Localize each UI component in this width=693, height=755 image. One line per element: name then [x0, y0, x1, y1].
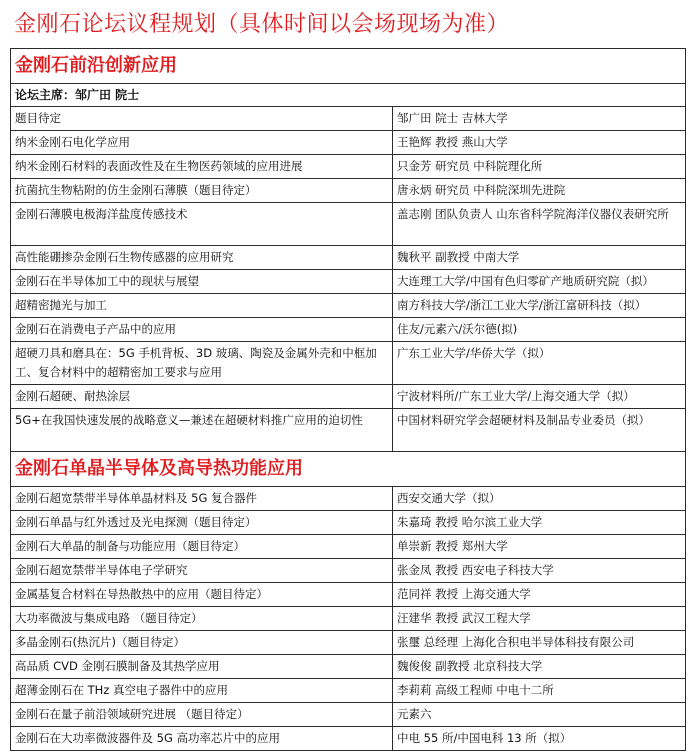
- table-row: [11, 727, 686, 751]
- speaker-cell: 朱嘉琦 教授 哈尔滨工业大学: [393, 511, 686, 535]
- table-row: [11, 107, 686, 131]
- topic-cell: 金属基复合材料在导热散热中的应用（题目待定）: [11, 583, 393, 607]
- topic-cell: 金刚石在大功率微波器件及 5G 高功率芯片中的应用: [11, 727, 393, 751]
- speaker-cell: 邹广田 院士 吉林大学: [393, 107, 686, 131]
- section-title: 金刚石前沿创新应用: [11, 49, 686, 84]
- speaker-cell: 宁波材料所/广东工业大学/上海交通大学（拟）: [393, 385, 686, 409]
- section-header: [11, 49, 686, 84]
- speaker-cell: 中国材料研究学会超硬材料及制品专业委员（拟）: [393, 409, 686, 452]
- topic-cell: 金刚石薄膜电极海洋盐度传感技术: [11, 203, 393, 246]
- forum-chair: 论坛主席：邹广田 院士: [11, 84, 686, 107]
- speaker-cell: 魏俊俊 副教授 北京科技大学: [393, 655, 686, 679]
- speaker-cell: 元素六: [393, 703, 686, 727]
- section-title: 金刚石单晶半导体及高导热功能应用: [11, 452, 686, 487]
- topic-cell: 纳米金刚石材料的表面改性及在生物医药领域的应用进展: [11, 155, 393, 179]
- topic-cell: 金刚石单晶与红外透过及光电探测（题目待定）: [11, 511, 393, 535]
- table-row: [11, 131, 686, 155]
- speaker-cell: 张金凤 教授 西安电子科技大学: [393, 559, 686, 583]
- agenda-table: [10, 48, 686, 751]
- table-row: [11, 511, 686, 535]
- table-row: [11, 679, 686, 703]
- topic-cell: 金刚石超宽禁带半导体单晶材料及 5G 复合器件: [11, 487, 393, 511]
- table-row: [11, 535, 686, 559]
- speaker-cell: 西安交通大学（拟）: [393, 487, 686, 511]
- topic-cell: 金刚石在消费电子产品中的应用: [11, 318, 393, 342]
- table-row: [11, 607, 686, 631]
- speaker-cell: 单崇新 教授 郑州大学: [393, 535, 686, 559]
- table-row: [11, 318, 686, 342]
- speaker-cell: 王艳辉 教授 燕山大学: [393, 131, 686, 155]
- topic-cell: 高品质 CVD 金刚石膜制备及其热学应用: [11, 655, 393, 679]
- speaker-cell: 魏秋平 副教授 中南大学: [393, 246, 686, 270]
- speaker-cell: 广东工业大学/华侨大学（拟）: [393, 342, 686, 385]
- topic-cell: 金刚石在量子前沿领域研究进展 （题目待定）: [11, 703, 393, 727]
- forum-chair-row: [11, 84, 686, 107]
- topic-cell: 5G+在我国快速发展的战略意义—兼述在超硬材料推广应用的迫切性: [11, 409, 393, 452]
- table-row: [11, 703, 686, 727]
- table-row: [11, 409, 686, 452]
- table-row: [11, 631, 686, 655]
- speaker-cell: 住友/元素六/沃尔德(拟): [393, 318, 686, 342]
- speaker-cell: 唐永炳 研究员 中科院深圳先进院: [393, 179, 686, 203]
- speaker-cell: 只金芳 研究员 中科院理化所: [393, 155, 686, 179]
- topic-cell: 纳米金刚石电化学应用: [11, 131, 393, 155]
- table-row: [11, 294, 686, 318]
- speaker-cell: 大连理工大学/中国有色归零矿产地质研究院（拟）: [393, 270, 686, 294]
- topic-cell: 金刚石超宽禁带半导体电子学研究: [11, 559, 393, 583]
- table-row: [11, 655, 686, 679]
- table-row: [11, 342, 686, 385]
- table-row: [11, 385, 686, 409]
- topic-cell: 抗菌抗生物粘附的仿生金刚石薄膜（题目待定）: [11, 179, 393, 203]
- page-title: 金刚石论坛议程规划（具体时间以会场现场为准）: [14, 12, 510, 37]
- topic-cell: 超薄金刚石在 THz 真空电子器件中的应用: [11, 679, 393, 703]
- speaker-cell: 范同祥 教授 上海交通大学: [393, 583, 686, 607]
- speaker-cell: 中电 55 所/中国电科 13 所（拟）: [393, 727, 686, 751]
- speaker-cell: 南方科技大学/浙江工业大学/浙江富研科技（拟）: [393, 294, 686, 318]
- table-row: [11, 203, 686, 246]
- topic-cell: 金刚石大单晶的制备与功能应用（题目待定）: [11, 535, 393, 559]
- speaker-cell: 李莉莉 高级工程师 中电十二所: [393, 679, 686, 703]
- table-row: [11, 559, 686, 583]
- topic-cell: 金刚石超硬、耐热涂层: [11, 385, 393, 409]
- table-row: [11, 155, 686, 179]
- topic-cell: 题目待定: [11, 107, 393, 131]
- section-header: [11, 452, 686, 487]
- topic-cell: 高性能硼掺杂金刚石生物传感器的应用研究: [11, 246, 393, 270]
- table-row: [11, 487, 686, 511]
- table-row: [11, 246, 686, 270]
- topic-cell: 超硬刀具和磨具在：5G 手机背板、3D 玻璃、陶瓷及金属外壳和中框加工、复合材料中的超精密加工要求与应用: [11, 342, 393, 385]
- topic-cell: 多晶金刚石(热沉片)（题目待定）: [11, 631, 393, 655]
- topic-cell: 大功率微波与集成电路 （题目待定）: [11, 607, 393, 631]
- table-row: [11, 270, 686, 294]
- speaker-cell: 盖志刚 团队负责人 山东省科学院海洋仪器仪表研究所: [393, 203, 686, 246]
- topic-cell: 超精密抛光与加工: [11, 294, 393, 318]
- speaker-cell: 汪建华 教授 武汉工程大学: [393, 607, 686, 631]
- table-row: [11, 583, 686, 607]
- speaker-cell: 张璽 总经理 上海化合积电半导体科技有限公司: [393, 631, 686, 655]
- topic-cell: 金刚石在半导体加工中的现状与展望: [11, 270, 393, 294]
- table-row: [11, 179, 686, 203]
